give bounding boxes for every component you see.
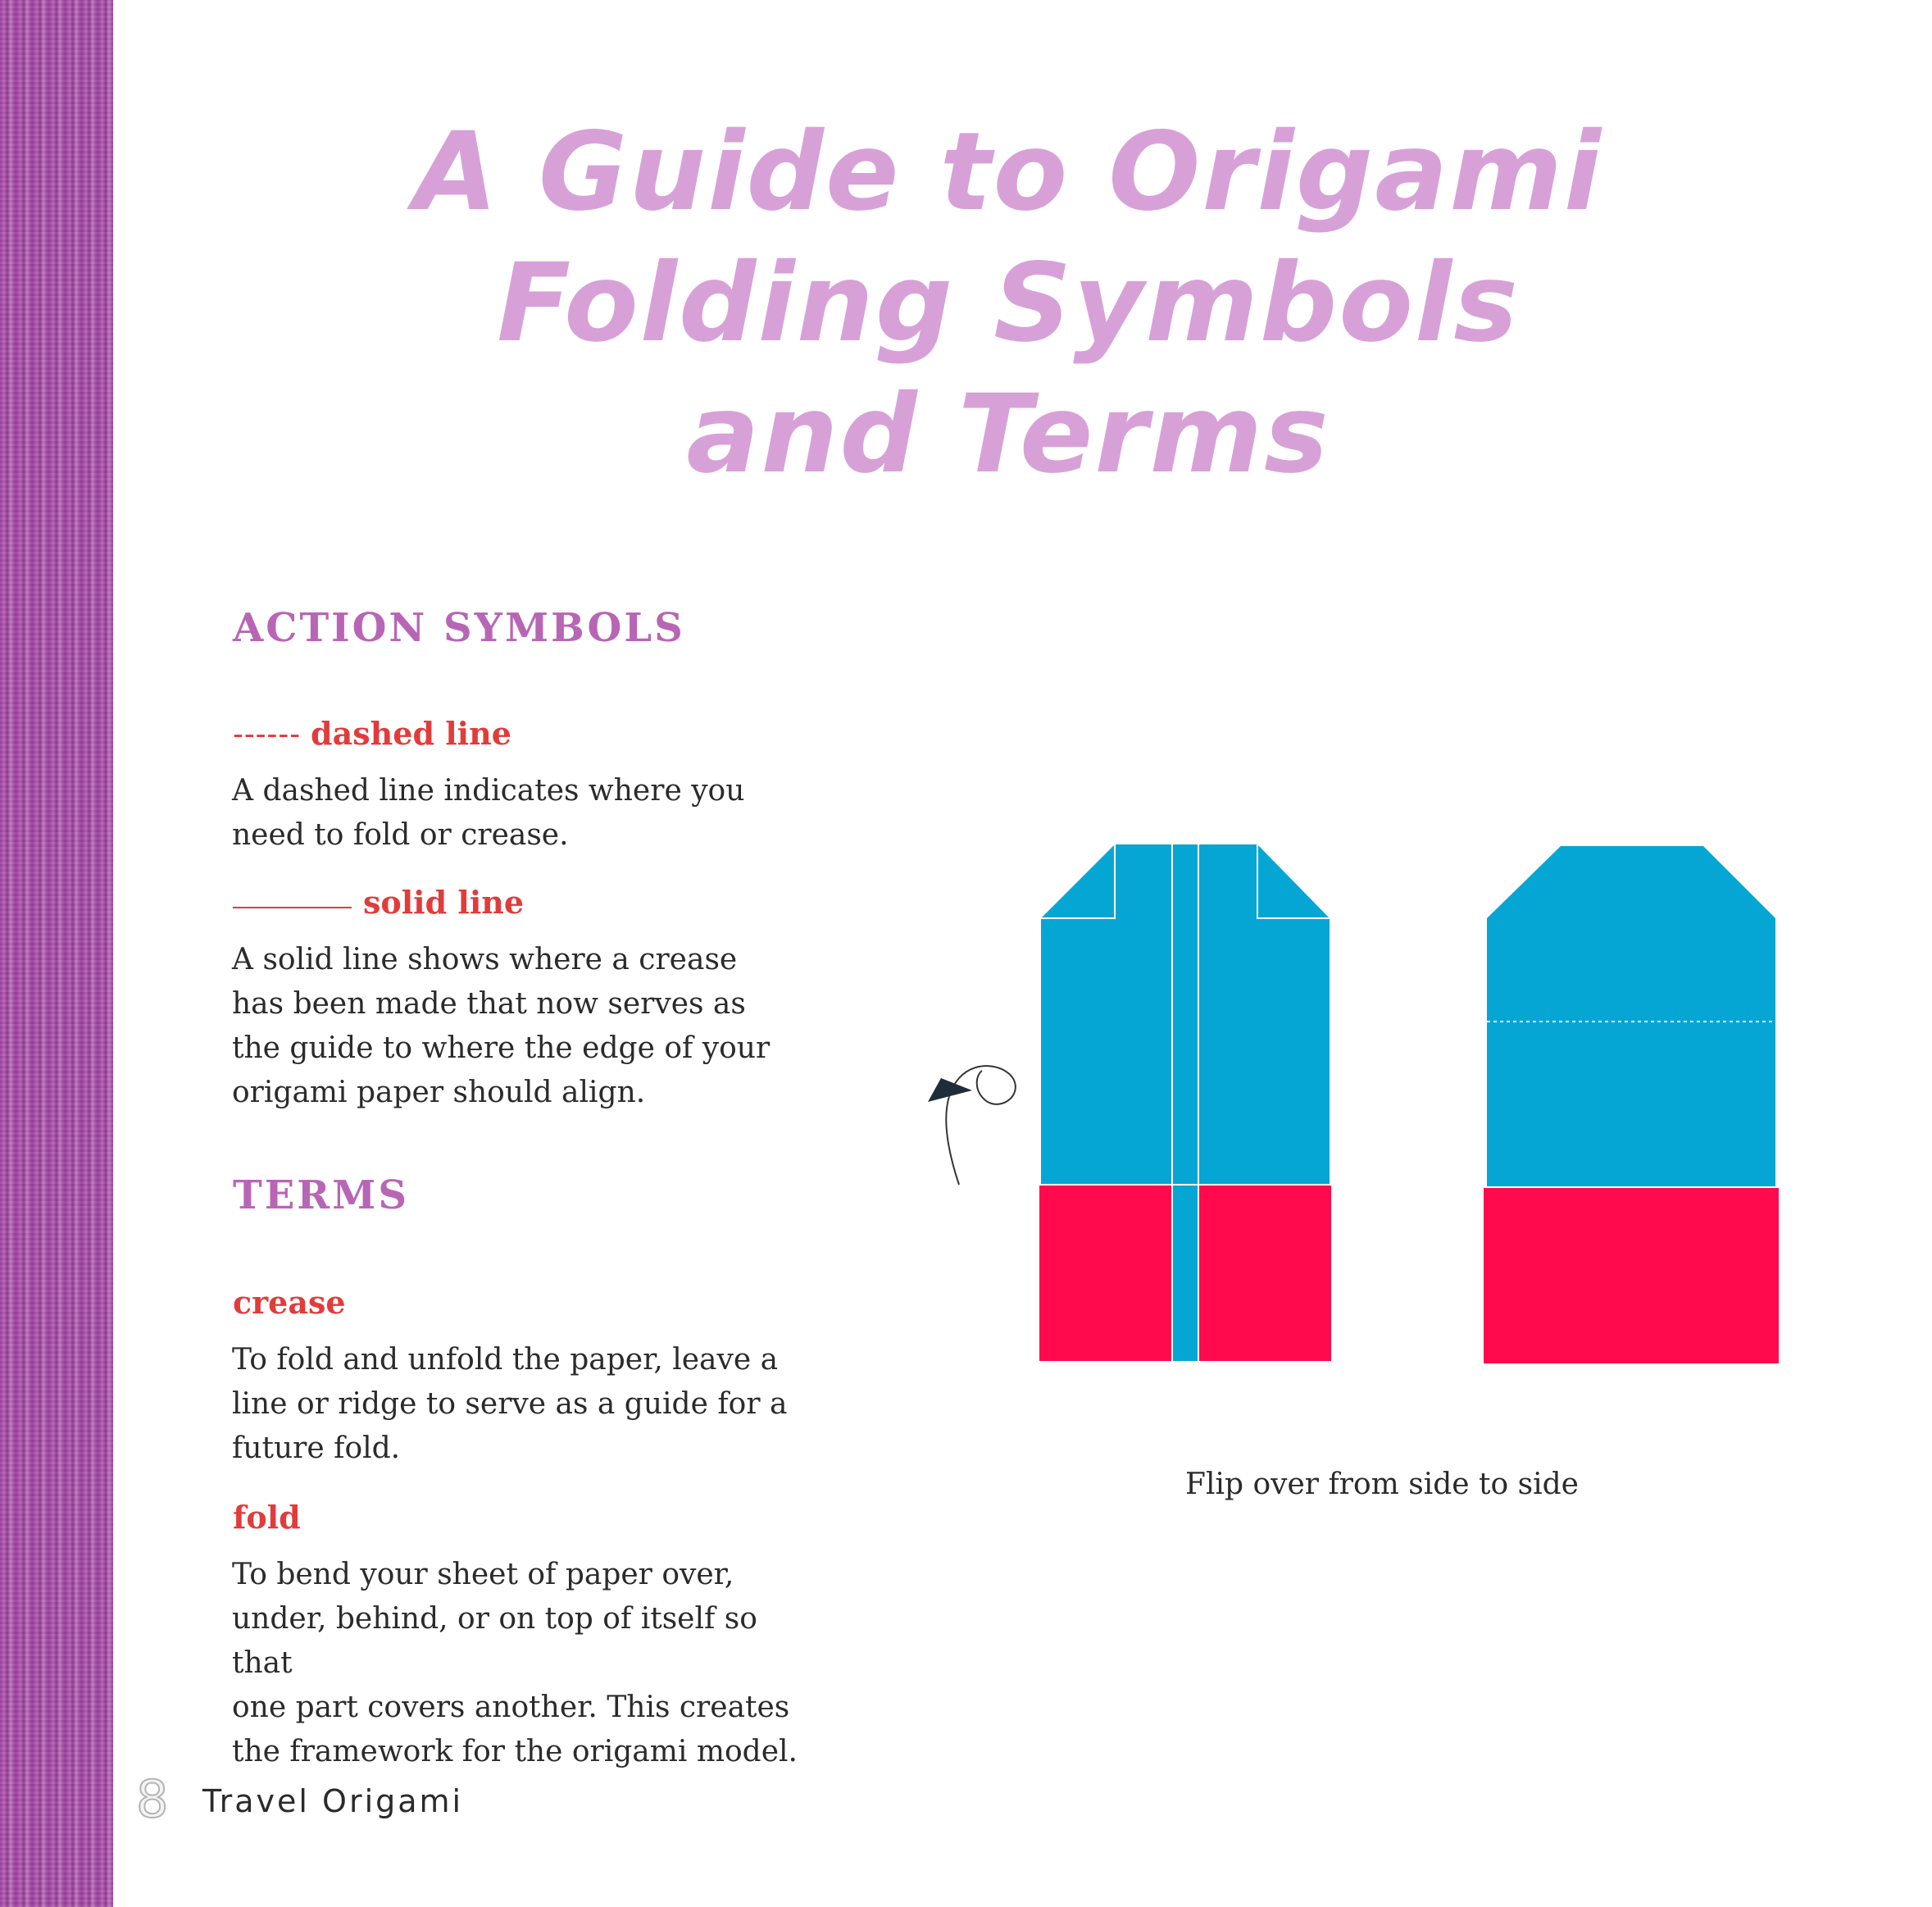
solid-line-label: solid line — [363, 884, 525, 921]
crease-description: To fold and unfold the paper, leave a line or ridge to serve as a guide for a future fold. — [232, 1343, 788, 1465]
page-number: 8 — [136, 1769, 169, 1829]
flip-over-diagram — [918, 828, 1787, 1369]
book-title: Travel Origami — [202, 1783, 464, 1819]
dashed-line-label: dashed line — [311, 715, 511, 752]
crease-term: crease — [233, 1284, 346, 1321]
solid-line-symbol — [233, 907, 352, 908]
action-symbols-heading: ACTION SYMBOLS — [233, 605, 685, 651]
dashed-line-description: A dashed line indicates where you need to fold or crease. — [232, 774, 745, 852]
fold-term: fold — [233, 1499, 301, 1536]
paper-flipped-back — [1484, 846, 1779, 1363]
fold-description: To bend your sheet of paper over, under, behind, or on top of itself so that one part covers another. This creates the framework for the origami model. — [232, 1558, 798, 1768]
title-line-1: A Guide to Origami — [413, 109, 1603, 235]
title-line-3: and Terms — [686, 371, 1330, 498]
title-line-2: Folding Symbols — [497, 240, 1520, 366]
book-spine — [0, 0, 113, 1907]
flip-over-arrow-icon — [928, 1066, 1016, 1185]
solid-line-description: A solid line shows where a crease has been made that now serves as the guide to where the edge of your origami paper should align. — [232, 943, 771, 1109]
page-title — [311, 107, 1705, 500]
diagram-caption: Flip over from side to side — [1185, 1468, 1579, 1501]
solid-line-term — [233, 884, 524, 921]
dashed-line-symbol: ------ — [233, 716, 302, 752]
dashed-line-term — [233, 715, 511, 752]
terms-heading: TERMS — [233, 1172, 409, 1218]
paper-folded-front — [1039, 844, 1331, 1361]
